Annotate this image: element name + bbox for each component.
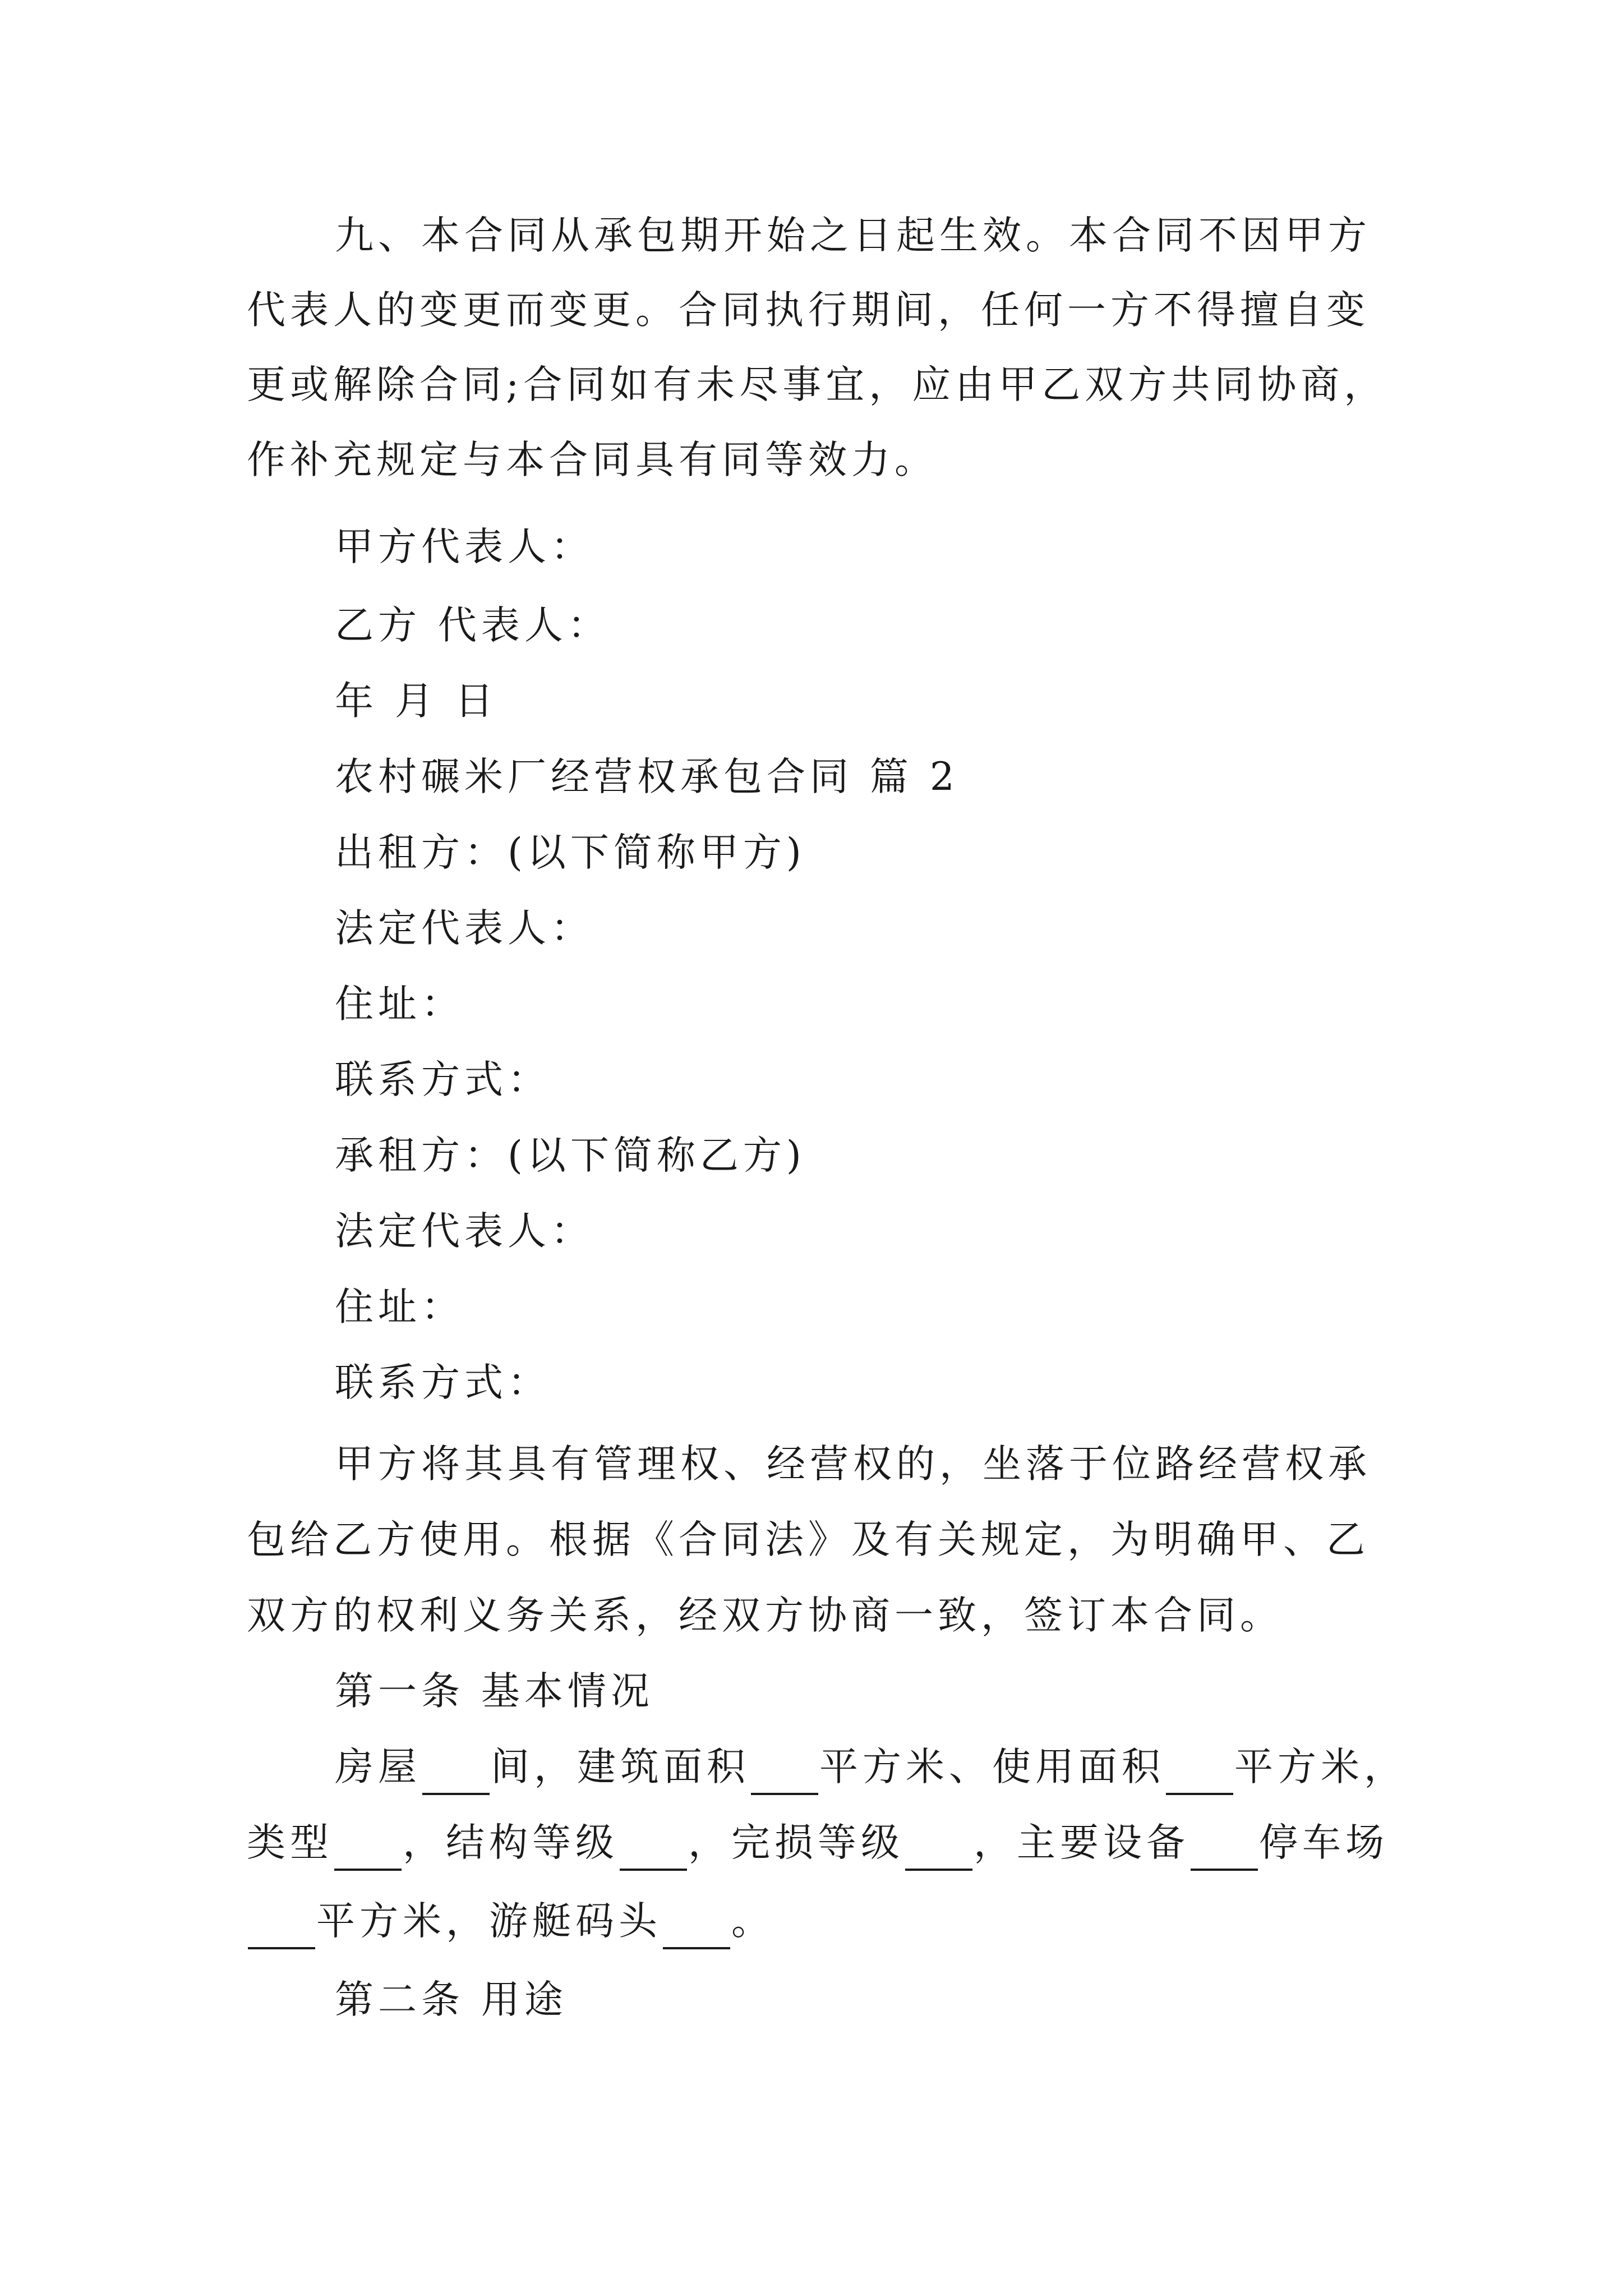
fill-blank [620,1824,687,1871]
article-1-title: 第一条 基本情况 [335,1669,654,1714]
fill-blank [1191,1824,1258,1871]
text-segment: 间，建筑面积 [491,1745,750,1789]
fill-blank [751,1748,818,1795]
clause-9-line-4: 作补充规定与本合同具有同等效力。 [247,438,938,482]
intro-line-2: 包给乙方使用。根据《合同法》及有关规定，为明确甲、乙 [247,1517,1370,1562]
fill-blank [422,1748,490,1795]
article-1-line-2 [247,1815,1389,1871]
text-segment: ，完损等级 [688,1820,904,1865]
text-segment: ，结构等级 [403,1820,619,1865]
lessee-address: 住址： [335,1285,464,1329]
clause-9-line-2: 代表人的变更而变更。合同执行期间，任何一方不得擅自变 [247,288,1370,333]
party-b-signature: 乙方 代表人： [335,603,611,648]
text-segment: 房屋 [335,1745,421,1789]
article-2-title: 第二条 用途 [335,1977,568,2022]
clause-9-line-1: 九、本合同从承包期开始之日起生效。本合同不因甲方 [335,213,1371,258]
lessor-label: 出租方：(以下简称甲方) [335,830,806,875]
section-title: 农村碾米厂经营权承包合同 篇 2 [335,754,959,799]
text-segment: ，主要设备 [974,1820,1189,1865]
text-segment: 类型 [247,1820,333,1865]
lessee-representative: 法定代表人： [335,1209,594,1254]
fill-blank [1166,1748,1233,1795]
fill-blank [248,1902,315,1949]
intro-line-1: 甲方将其具有管理权、经营权的，坐落于位路经营权承 [335,1442,1371,1487]
lessor-address: 住址： [335,982,464,1027]
fill-blank [663,1902,730,1949]
text-segment: 。 [731,1899,774,1944]
fill-blank [905,1824,972,1871]
party-a-signature: 甲方代表人： [335,524,594,569]
text-segment: 平方米、使用面积 [819,1745,1165,1789]
lessee-label: 承租方：(以下简称乙方) [335,1133,806,1178]
lessor-contact: 联系方式： [335,1057,551,1102]
clause-9-line-3: 更或解除合同;合同如有未尽事宜，应由甲乙双方共同协商， [247,362,1387,407]
fill-blank [334,1824,402,1871]
signature-date: 年 月 日 [335,679,498,724]
article-1-line-3 [247,1893,774,1949]
intro-line-3: 双方的权利义务关系，经双方协商一致，签订本合同。 [247,1593,1283,1638]
lessee-contact: 联系方式： [335,1360,551,1405]
text-segment: 平方米，游艇码头 [316,1899,662,1944]
text-segment: 平方米， [1234,1745,1407,1789]
article-1-line-1 [335,1739,1407,1795]
lessor-representative: 法定代表人： [335,906,594,951]
text-segment: 停车场 [1259,1820,1389,1865]
